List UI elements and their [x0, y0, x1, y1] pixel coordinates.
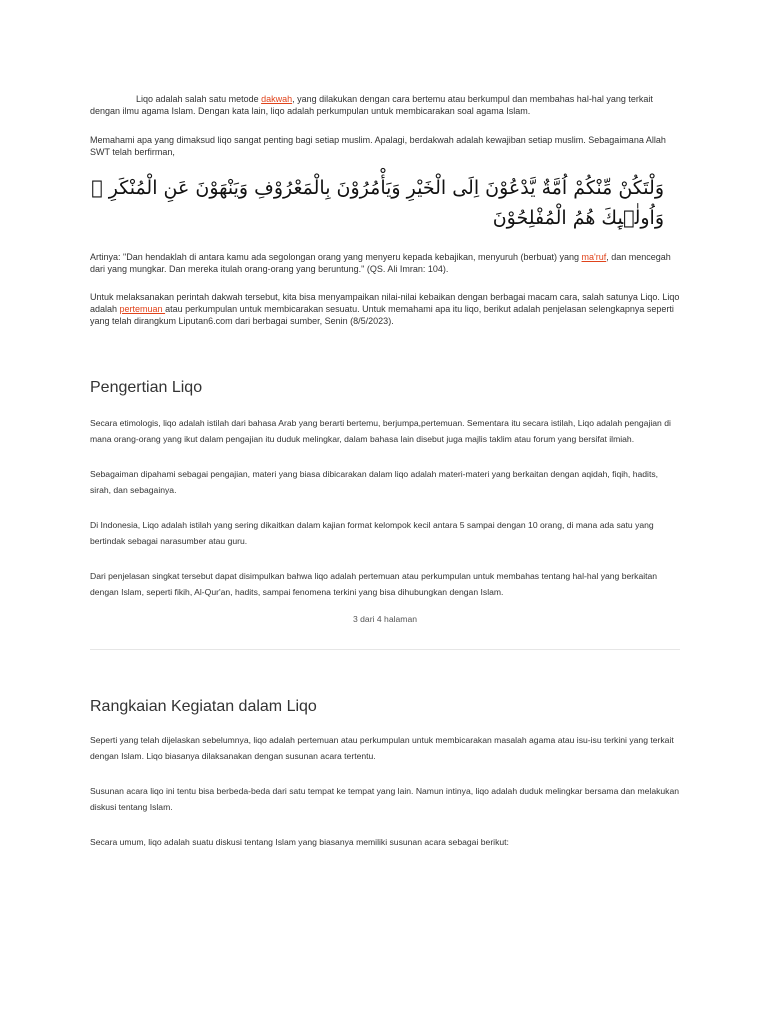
- intro-p4-text-start: Untuk melaksanakan perintah dakwah tersebut, kita bisa menyampaikan nilai-nilai kebaikan dengan berbagai macam cara, salah satunya Liqo. Liqo adalah: [90, 292, 680, 314]
- pengertian-paragraph-1: Secara etimologis, liqo adalah istilah dari bahasa Arab yang berarti bertemu, berjumpa,pertemuan. Sementara itu secara istilah, Liqo adalah pengajian di mana orang-orang yang ikut dalam pengajian itu duduk melingkar, dalam bahasa lain disebut juga majlis taklim atau forum yang bersifat ilmiah.: [90, 418, 671, 444]
- pengertian-paragraph-2: Sebagaiman dipahami sebagai pengajian, materi yang biasa dibicarakan dalam liqo adalah materi-materi yang berkaitan dengan aqidah, fiqih, hadits, sirah, dan sebagainya.: [90, 469, 659, 495]
- intro-p1-text-start: Liqo adalah salah satu metode: [136, 94, 262, 104]
- translation-text-end: , dan mencegah dari yang mungkar. Dan mereka itulah orang-orang yang beruntung." (QS. Ali Imran: 104).: [90, 252, 671, 274]
- intro-paragraph-4: [90, 291, 680, 327]
- rangkaian-paragraph-2: Susunan acara liqo ini tentu bisa berbeda-beda dari satu tempat ke tempat yang lain. Namun intinya, liqo adalah duduk melingkar bersama dan melakukan diskusi tentang Islam.: [90, 786, 680, 812]
- intro-p4-text-end: atau perkumpulan untuk membicarakan sesuatu. Untuk memahami apa itu liqo, berikut adalah penjelasan selengkapnya seperti yang telah dirangkum Liputan6.com dari berbagai sumber, Senin (8/5/2023).: [90, 304, 674, 326]
- translation-text-start: Artinya: "Dan hendaklah di antara kamu ada segolongan orang yang menyeru kepada kebajikan, menyuruh (berbuat) yang: [90, 252, 582, 262]
- page-indicator: 3 dari 4 halaman: [352, 614, 418, 624]
- pengertian-paragraph-3: Di Indonesia, Liqo adalah istilah yang sering dikaitkan dalam kajian format kelompok kecil antara 5 sampai dengan 10 orang, di mana ada satu yang bertindak sebagai narasumber atau guru.: [90, 520, 654, 546]
- verse-translation: [90, 251, 680, 275]
- link-dakwah[interactable]: dakwah: [261, 94, 293, 104]
- intro-paragraph-1: [90, 93, 680, 117]
- link-pertemuan[interactable]: pertemuan: [119, 304, 166, 314]
- pengertian-paragraph-4: Dari penjelasan singkat tersebut dapat disimpulkan bahwa liqo adalah pertemuan atau perkumpulan untuk membahas tentang hal-hal yang berkaitan dengan Islam, seperti fikih, Al-Qur'an, hadits, sampai fenomena terkini yang bisa dihubungkan dengan Islam.: [90, 571, 658, 597]
- link-maruf[interactable]: ma'ruf: [581, 252, 607, 262]
- rangkaian-paragraph-1: Seperti yang telah dijelaskan sebelumnya, liqo adalah pertemuan atau perkumpulan untuk membicarakan masalah agama atau isu-isu terkini yang terkait dengan Islam. Liqo biasanya dilaksanakan dengan susunan acara tertentu.: [90, 735, 674, 761]
- intro-p1-text-end: , yang dilakukan dengan cara bertemu atau berkumpul dan membahas hal-hal yang terkait dengan ilmu agama Islam. Dengan kata lain, liqo adalah perkumpulan untuk membicarakan soal agama Islam.: [90, 94, 653, 116]
- rangkaian-paragraph-3: Secara umum, liqo adalah suatu diskusi tentang Islam yang biasanya memiliki susunan acara sebagai berikut:: [90, 837, 509, 847]
- heading-pengertian-liqo: Pengertian Liqo: [90, 379, 203, 396]
- intro-paragraph-2: Memahami apa yang dimaksud liqo sangat penting bagi setiap muslim. Apalagi, berdakwah adalah kewajiban setiap muslim. Sebagaimana Allah SWT telah berfirman,: [90, 135, 666, 157]
- quran-verse-arabic: وَلْتَكُنْ مِّنْكُمْ اُمَّةٌ يَّدْعُوْنَ اِلَى الْخَيْرِ وَيَأْمُرُوْنَ بِالْمَعْرُوْفِ وَيَنْهَوْنَ عَنِ الْمُنْكَرِ ۗ وَاُولٰۤىِٕكَ هُمُ الْمُفْلِحُوْنَ: [91, 177, 664, 229]
- article-page: [90, 93, 680, 850]
- heading-rangkaian-kegiatan: Rangkaian Kegiatan dalam Liqo: [90, 698, 317, 715]
- section-divider: [90, 649, 680, 650]
